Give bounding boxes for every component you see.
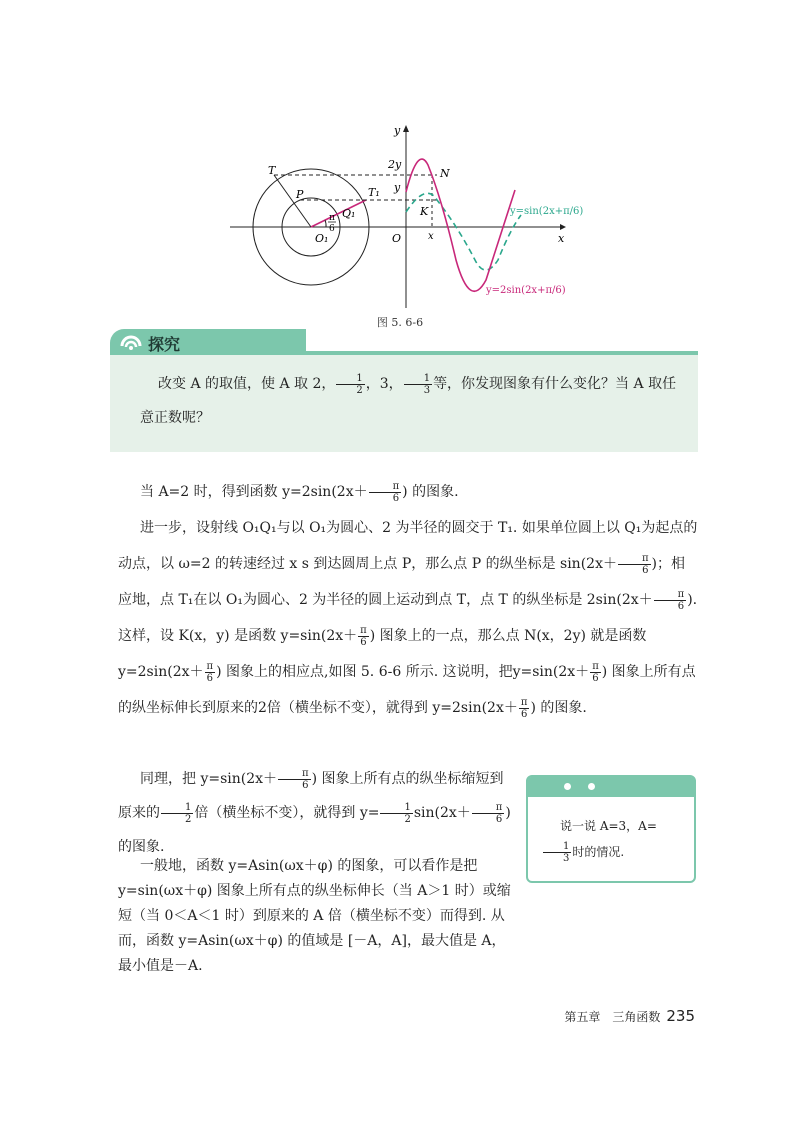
explore-title: 探究 <box>148 335 181 354</box>
frac-one-third: $\frac{1}{3}$ <box>404 373 432 396</box>
label-curve-2sin: y=2sin(2x+π/6) <box>486 285 566 296</box>
paragraph-2: 进一步，设射线 O₁Q₁与以 O₁为圆心、2 为半径的圆交于 T₁. 如果单位圆上以 Q₁为起点的动点，以 ω=2 的转速经过 x s 到达圆周上点 P，那么点 P 的纵坐标是 sin(2x＋ $\frac{\pi}{6}$ )；相应地，点 T₁在以 O₁为圆心、2 为半径的圆上运动到点 T，点 T 的纵坐标是 2sin(2x＋ $\frac{\pi}{6}$ ). <box>118 520 698 612</box>
side-note-dot-2 <box>588 783 595 790</box>
paragraph-3: 这样，设 K(x，y) 是函数 y=sin(2x＋ $\frac{\pi}{6}$ ) 图象上的一点，那么点 N(x，2y) 就是函数 y=2sin(2x＋ $\frac{\pi}{6}$ ) 图象上的相应点,如图 5. 6-6 所示. 这说明，把y=sin(2x＋ $\frac{\pi}{6}$ ) 图象上所有点的纵坐标伸长到原来的2倍（横坐标不变），就得到 y=2sin(2x＋ $\frac{\pi}{6}$ ) 的图象. <box>118 624 696 720</box>
x-axis-arrow <box>560 224 566 230</box>
footer-chapter: 第五章 三角函数 <box>564 1010 661 1024</box>
label-2y: 2y <box>388 158 402 171</box>
label-angle-den: 6 <box>329 224 335 234</box>
figure-5-6-6 <box>230 120 590 310</box>
page-number: 235 <box>666 1007 695 1025</box>
explore-text <box>140 367 678 435</box>
curve-2sin <box>406 159 515 291</box>
explore-text-a: 改变 A 的取值，使 A 取 2， <box>158 376 336 392</box>
figure-caption: 图 5. 6-6 <box>376 316 424 329</box>
explore-header-line <box>306 329 698 355</box>
label-x-axis: x <box>558 232 565 245</box>
label-angle-num: π <box>329 213 335 223</box>
label-Q1: Q₁ <box>342 207 356 220</box>
side-note-header <box>528 777 694 797</box>
angle-arc <box>325 220 326 227</box>
label-N: N <box>440 167 450 180</box>
label-x-tick: x <box>428 231 434 242</box>
explore-header <box>110 329 698 355</box>
y-axis-arrow <box>403 125 409 132</box>
paragraph-1: 当 A=2 时，得到函数 y=2sin(2x＋ $\frac{\pi}{6}$ ) 的图象. <box>140 480 459 504</box>
explore-text-b: ，3， <box>365 376 403 392</box>
page-footer <box>564 1007 695 1025</box>
explore-box <box>110 355 698 452</box>
label-T1: T₁ <box>368 186 380 199</box>
paragraph-4: 同理，把 y=sin(2x＋ $\frac{\pi}{6}$ ) 图象上所有点的纵坐标缩短到原来的 $\frac{1}{2}$ 倍（横坐标不变），就得到 y= $\frac{1}{2}$ sin(2x＋ $\frac{\pi}{6}$ ) 的图象. <box>118 767 511 855</box>
label-K: K <box>420 205 429 218</box>
side-note-box <box>526 775 696 883</box>
explore-tab <box>110 329 306 355</box>
label-center: O₁ <box>315 232 329 245</box>
explore-icon <box>120 332 142 352</box>
label-T: T <box>268 164 276 177</box>
side-note-dot-1 <box>564 783 571 790</box>
label-P: P <box>296 188 304 201</box>
explore-text-c: 等，你发现图象有什么变化？当 A 取任意正数呢？ <box>140 376 677 426</box>
label-origin: O <box>392 232 402 245</box>
label-y-axis: y <box>394 124 401 137</box>
side-note-text: 说一说 A=3，A= $\frac{1}{3}$ 时的情况. <box>542 813 686 865</box>
frac-one-half: $\frac{1}{2}$ <box>336 373 364 396</box>
label-curve-sin: y=sin(2x+π/6) <box>510 206 584 217</box>
paragraph-5: 一般地，函数 y=Asin(ωx＋φ) 的图象，可以看作是把 y=sin(ωx＋φ) 图象上所有点的纵坐标伸长（当 A＞1 时）或缩短（当 0＜A＜1 时）到原来的 A 倍（横坐标不变）而得到. 从而，函数 y=Asin(ωx＋φ) 的值域是 [－A，A]，最大值是 A，最小值是－A. <box>118 858 511 974</box>
radius-OT <box>274 175 311 227</box>
radius-OT1 <box>311 200 366 227</box>
label-y: y <box>394 181 401 194</box>
